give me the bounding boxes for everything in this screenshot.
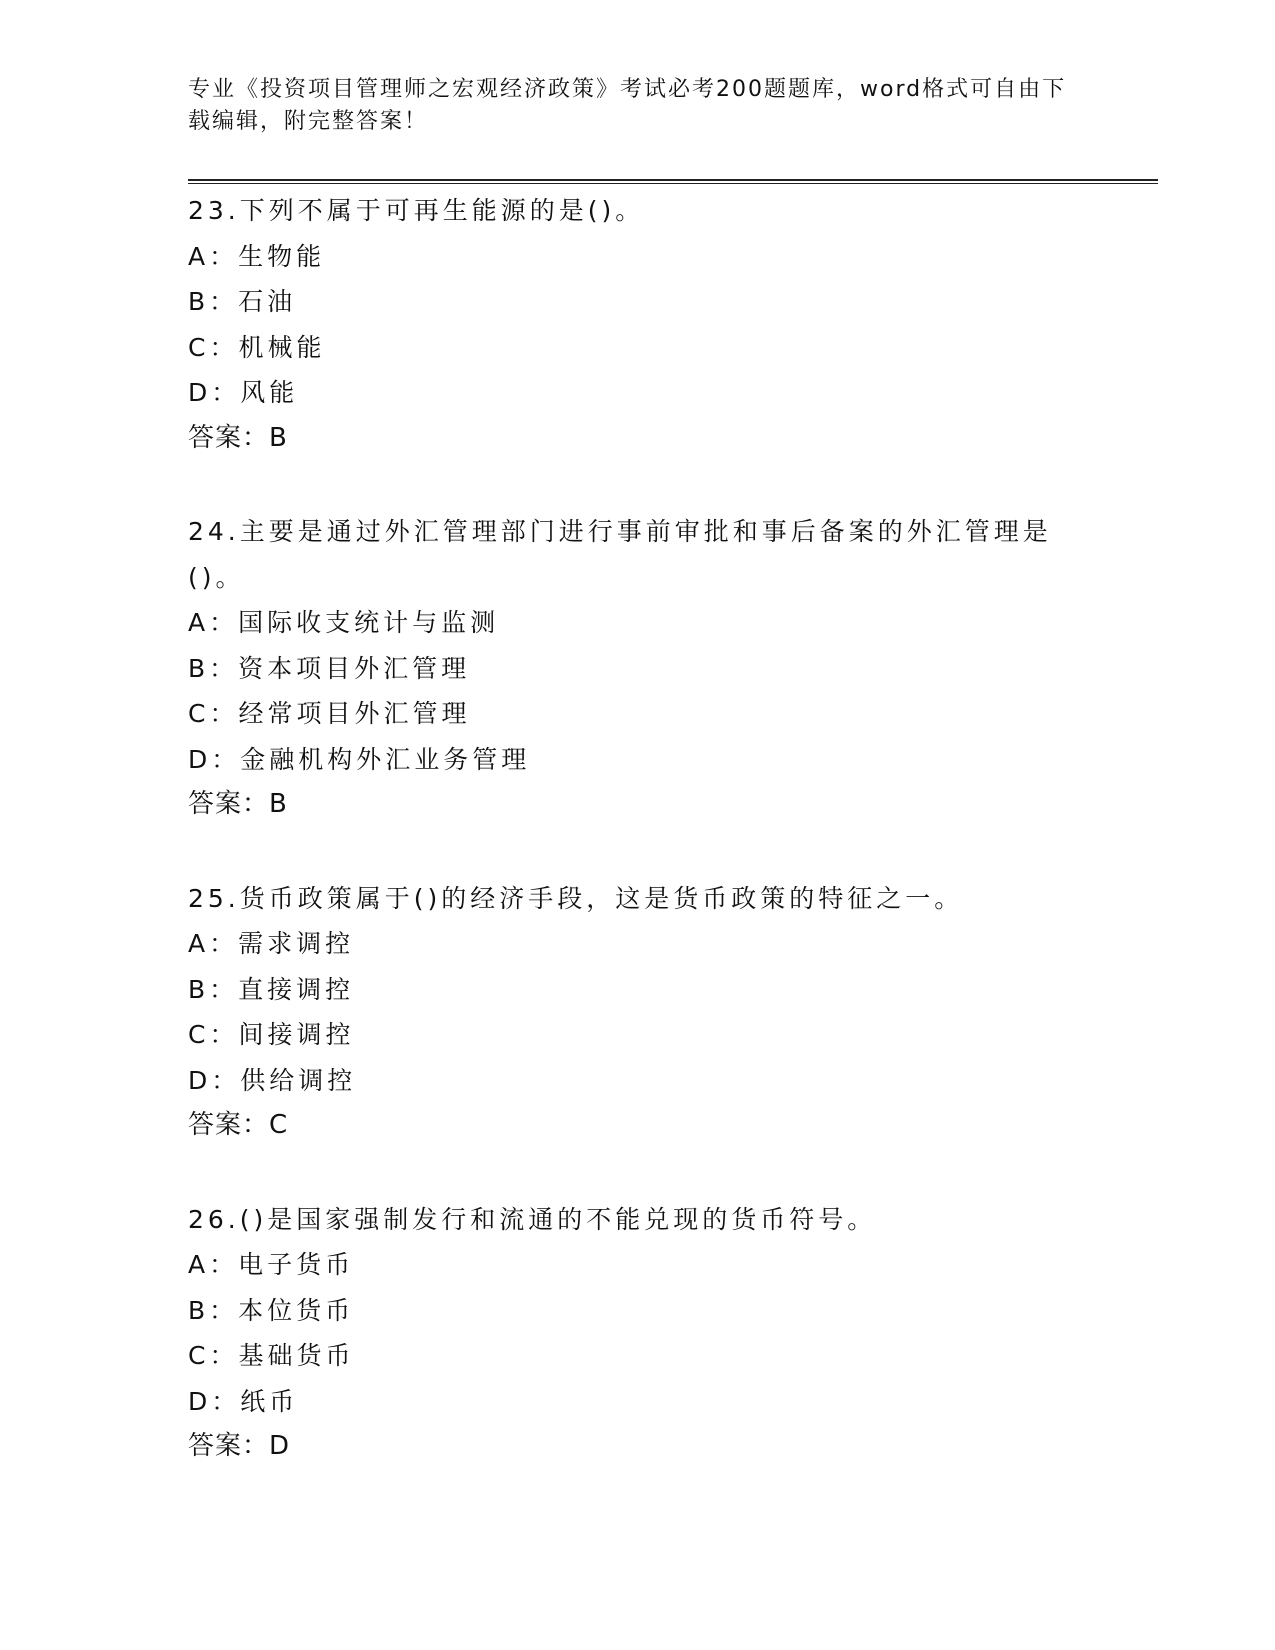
option-b: B：本位货币 bbox=[188, 1295, 355, 1325]
answer-value: B bbox=[269, 422, 288, 453]
question-list bbox=[188, 188, 1088, 1518]
answer-line bbox=[188, 782, 1088, 828]
option-d: D：金融机构外汇业务管理 bbox=[188, 744, 531, 774]
option-c: C：基础货币 bbox=[188, 1341, 355, 1370]
document-header: 专业《投资项目管理师之宏观经济政策》考试必考200题题库，word格式可自由下载编辑，附完整答案！ bbox=[188, 77, 1067, 134]
answer-value: D bbox=[269, 1431, 291, 1461]
option-c: C：机械能 bbox=[188, 332, 326, 362]
answer-line bbox=[188, 416, 1088, 462]
answer-line bbox=[188, 1424, 1088, 1470]
answer-label: 答案： bbox=[188, 1110, 270, 1140]
header-divider bbox=[188, 179, 1158, 184]
question-title: 24.主要是通过外汇管理部门进行事前审批和事后备案的外汇管理是()。 bbox=[188, 517, 1052, 592]
option-a: A：电子货币 bbox=[188, 1250, 355, 1279]
question-item bbox=[188, 1197, 1088, 1470]
option-c: C：经常项目外汇管理 bbox=[188, 699, 471, 728]
option-d: D：风能 bbox=[188, 378, 299, 407]
question-item bbox=[188, 509, 1088, 828]
answer-label: 答案： bbox=[188, 789, 270, 819]
option-a: A：需求调控 bbox=[188, 929, 355, 958]
question-title: 23.下列不属于可再生能源的是()。 bbox=[188, 196, 645, 225]
option-c: C：间接调控 bbox=[188, 1020, 355, 1049]
option-d: D：纸币 bbox=[188, 1386, 299, 1416]
answer-value: B bbox=[269, 789, 288, 819]
option-a: A：生物能 bbox=[188, 241, 326, 271]
option-b: B：资本项目外汇管理 bbox=[188, 653, 471, 683]
question-title: 25.货币政策属于()的经济手段，这是货币政策的特征之一。 bbox=[188, 883, 964, 913]
question-title: 26.()是国家强制发行和流通的不能兑现的货币符号。 bbox=[188, 1204, 877, 1234]
answer-label: 答案： bbox=[188, 1431, 270, 1461]
answer-value: C bbox=[269, 1110, 289, 1140]
option-b: B：石油 bbox=[188, 287, 297, 316]
question-item bbox=[188, 188, 1088, 461]
answer-label: 答案： bbox=[188, 422, 270, 453]
answer-line bbox=[188, 1103, 1088, 1149]
option-a: A：国际收支统计与监测 bbox=[188, 608, 500, 637]
option-b: B：直接调控 bbox=[188, 974, 355, 1004]
option-d: D：供给调控 bbox=[188, 1065, 357, 1095]
question-item bbox=[188, 876, 1088, 1149]
